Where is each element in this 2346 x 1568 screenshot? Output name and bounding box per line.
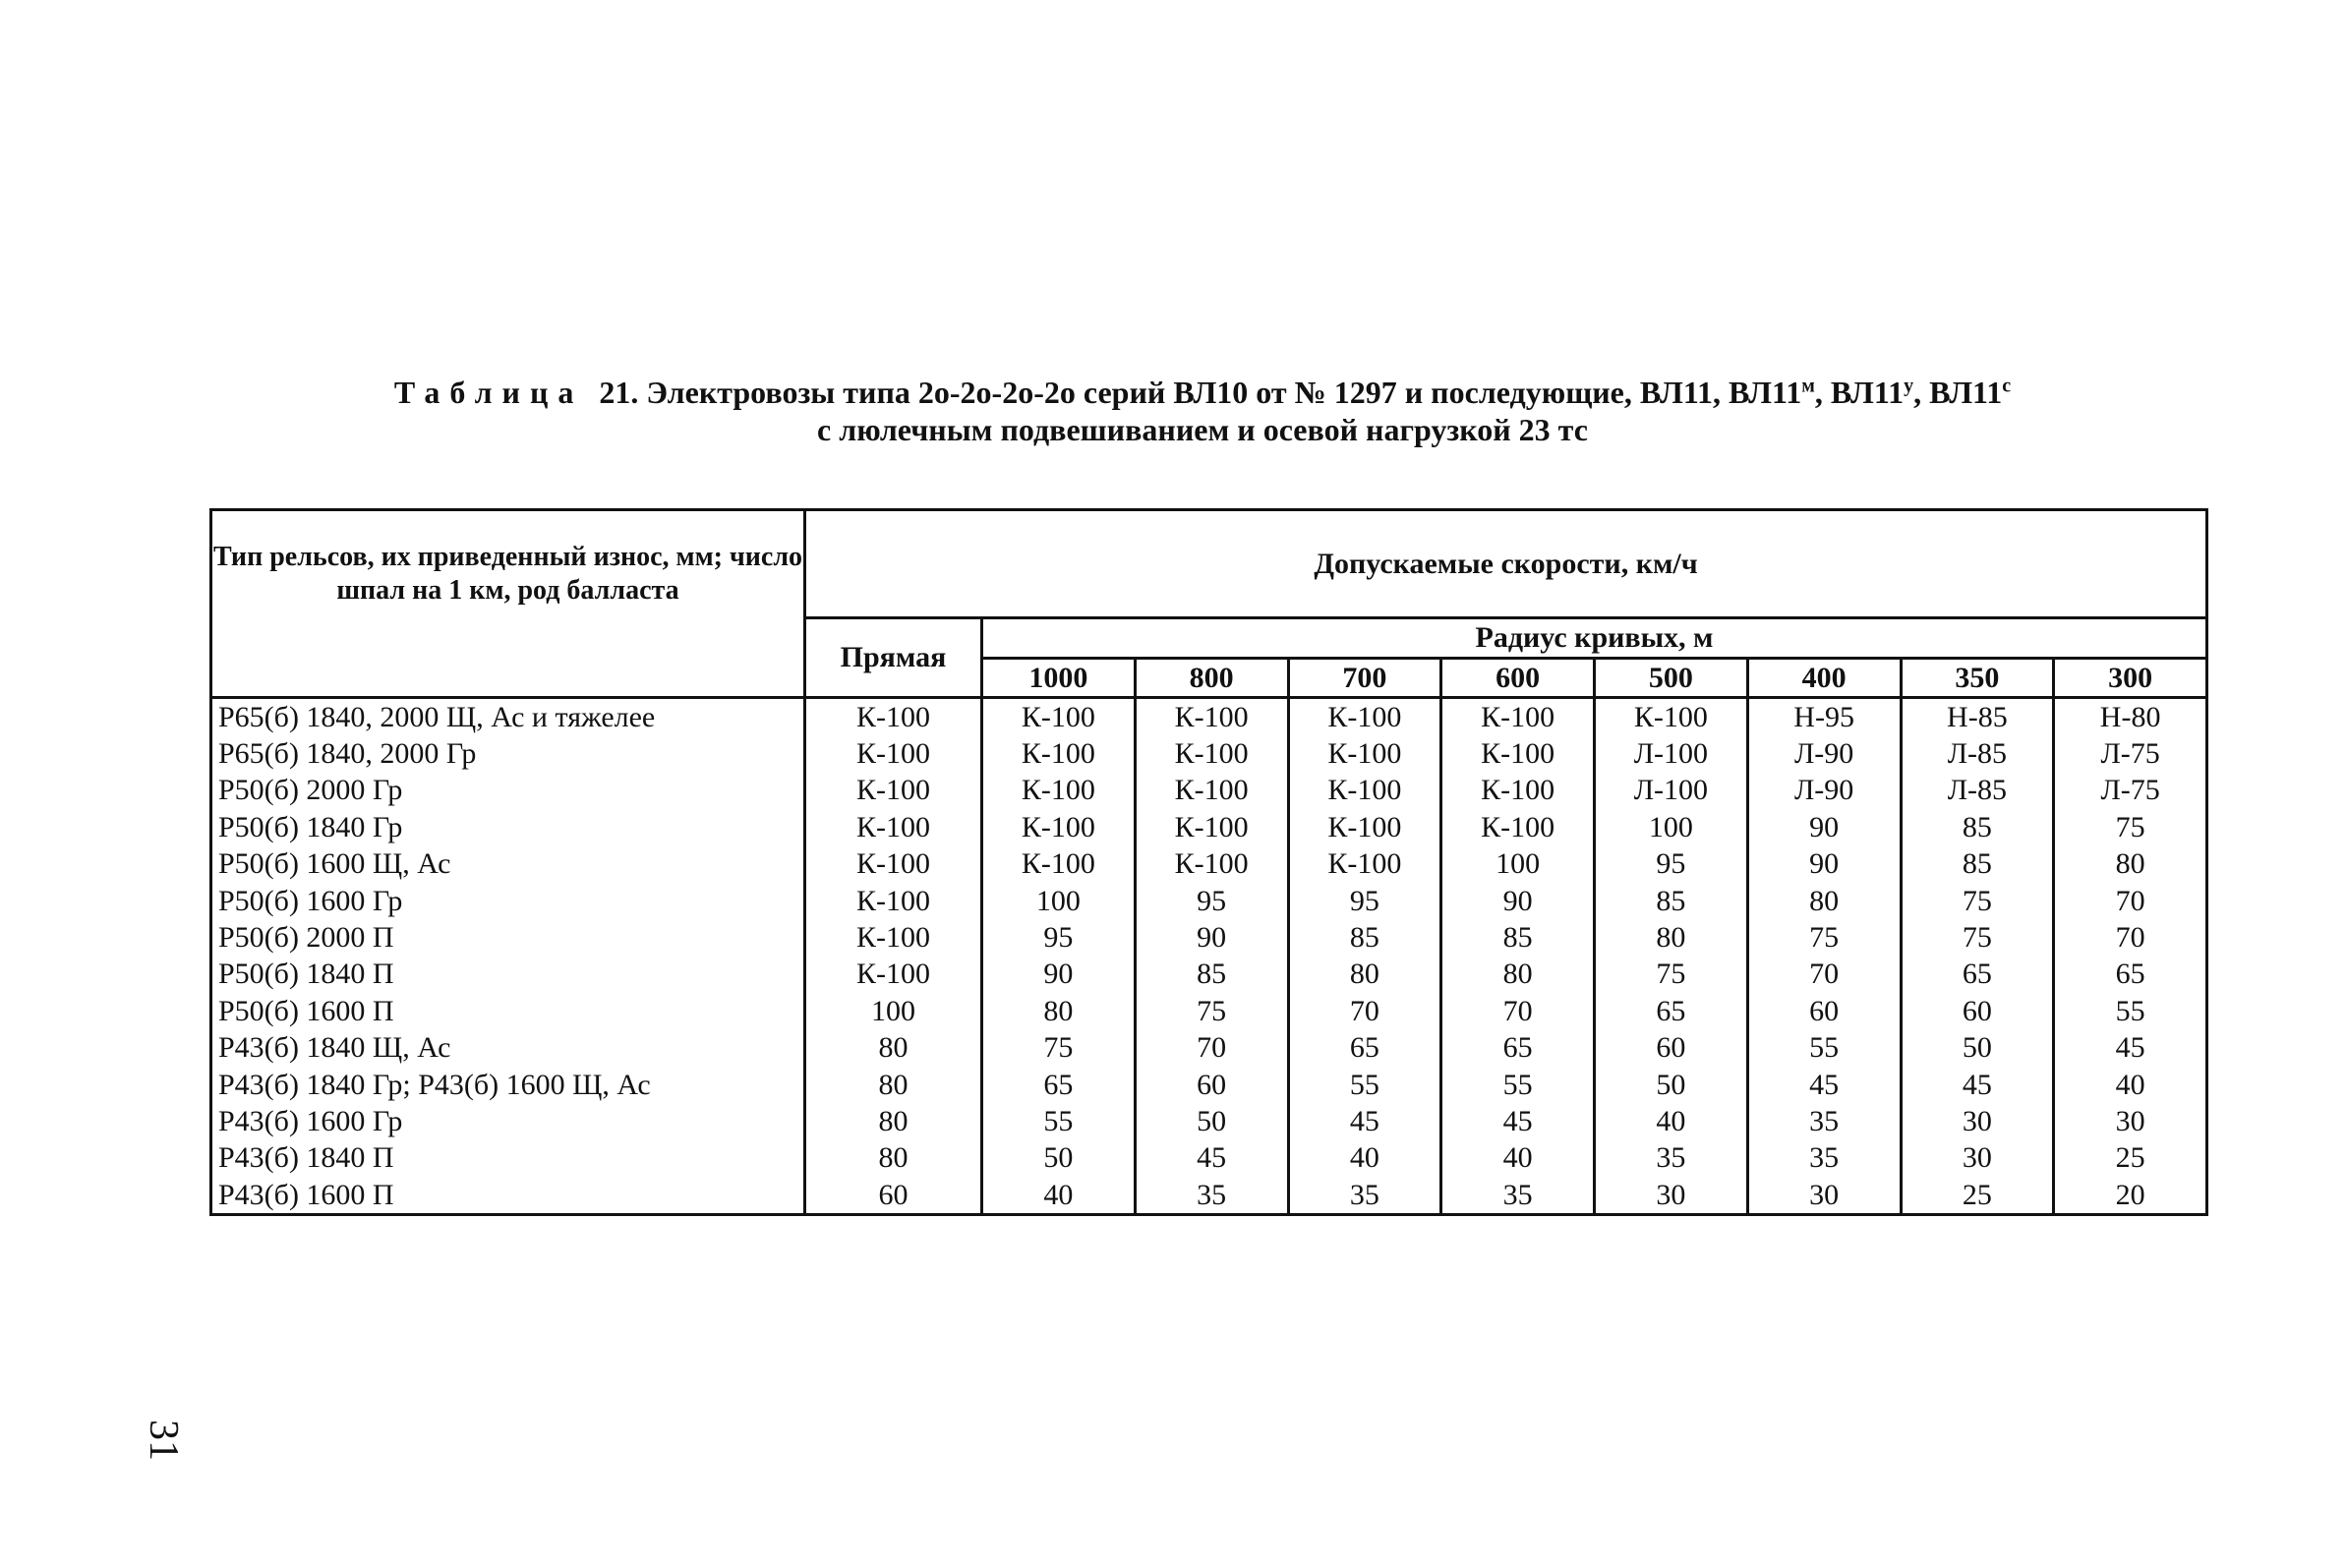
straight-speed-cell: 80 xyxy=(805,1067,982,1103)
curve-speed-cell: К-100 xyxy=(1135,846,1288,883)
curve-speed-cell: 35 xyxy=(1747,1140,1901,1177)
curve-speed-cell: К-100 xyxy=(1441,698,1595,736)
curve-speed-cell: 70 xyxy=(1747,957,1901,993)
caption-sup-m: м xyxy=(1801,375,1815,397)
curve-speed-cell: 60 xyxy=(1595,1030,1748,1067)
curve-speed-cell: К-100 xyxy=(1288,735,1441,772)
curve-speed-cell: 90 xyxy=(982,957,1136,993)
curve-speed-cell: 65 xyxy=(1288,1030,1441,1067)
curve-speed-cell: Л-85 xyxy=(1901,773,2054,809)
curve-speed-cell: 40 xyxy=(1441,1140,1595,1177)
curve-speed-cell: 35 xyxy=(1288,1177,1441,1215)
curve-speed-cell: 30 xyxy=(1901,1140,2054,1177)
caption-line-1 xyxy=(209,374,2196,411)
radius-header: 350 xyxy=(1901,659,2054,698)
radius-header: 600 xyxy=(1441,659,1595,698)
table-row xyxy=(211,1030,2207,1067)
curve-speed-cell: 85 xyxy=(1288,919,1441,956)
curve-speed-cell: 40 xyxy=(1595,1103,1748,1139)
rail-type-cell: Р43(б) 1600 Гр xyxy=(211,1103,805,1139)
table-row xyxy=(211,773,2207,809)
radius-header: 400 xyxy=(1747,659,1901,698)
rail-type-cell: Р50(б) 1840 П xyxy=(211,957,805,993)
curve-speed-cell: 70 xyxy=(2054,883,2207,919)
curve-speed-cell: 55 xyxy=(982,1103,1136,1139)
rail-type-cell: Р50(б) 2000 П xyxy=(211,919,805,956)
curve-speed-cell: 30 xyxy=(1747,1177,1901,1215)
curve-speed-cell: 85 xyxy=(1901,846,2054,883)
curve-speed-cell: 60 xyxy=(1901,993,2054,1029)
table-row xyxy=(211,1140,2207,1177)
curve-speed-cell: 45 xyxy=(2054,1030,2207,1067)
table-row xyxy=(211,809,2207,845)
radius-header: 500 xyxy=(1595,659,1748,698)
curve-speed-cell: 70 xyxy=(1288,993,1441,1029)
rail-type-cell: Р65(б) 1840, 2000 Гр xyxy=(211,735,805,772)
curve-speed-cell: 65 xyxy=(1441,1030,1595,1067)
curve-speed-cell: 35 xyxy=(1135,1177,1288,1215)
curve-speed-cell: 45 xyxy=(1288,1103,1441,1139)
curve-speed-cell: Л-90 xyxy=(1747,735,1901,772)
radius-header: 1000 xyxy=(982,659,1136,698)
curve-speed-cell: 50 xyxy=(1901,1030,2054,1067)
curve-speed-cell: К-100 xyxy=(982,809,1136,845)
curve-speed-cell: 55 xyxy=(2054,993,2207,1029)
caption-line-2: с люлечным подвешиванием и осевой нагрузкой 23 тс xyxy=(817,412,1588,447)
curve-speed-cell: 40 xyxy=(1288,1140,1441,1177)
curve-speed-cell: 100 xyxy=(1595,809,1748,845)
curve-speed-cell: Н-95 xyxy=(1747,698,1901,736)
curve-speed-cell: 65 xyxy=(2054,957,2207,993)
curve-speed-cell: 30 xyxy=(2054,1103,2207,1139)
curve-speed-cell: Л-100 xyxy=(1595,773,1748,809)
straight-header: Прямая xyxy=(805,618,982,698)
curve-speed-cell: Л-85 xyxy=(1901,735,2054,772)
curve-radius-header: Радиус кривых, м xyxy=(982,618,2207,659)
curve-speed-cell: 75 xyxy=(1747,919,1901,956)
curve-speed-cell: 25 xyxy=(2054,1140,2207,1177)
curve-speed-cell: К-100 xyxy=(982,773,1136,809)
curve-speed-cell: 90 xyxy=(1747,846,1901,883)
page-number: 31 xyxy=(141,1420,186,1461)
curve-speed-cell: 25 xyxy=(1901,1177,2054,1215)
curve-speed-cell: К-100 xyxy=(1135,698,1288,736)
curve-speed-cell: 35 xyxy=(1595,1140,1748,1177)
curve-speed-cell: 80 xyxy=(1441,957,1595,993)
curve-speed-cell: 60 xyxy=(1135,1067,1288,1103)
curve-speed-cell: 100 xyxy=(1441,846,1595,883)
curve-speed-cell: К-100 xyxy=(1595,698,1748,736)
caption-sup-s: с xyxy=(2002,375,2012,397)
curve-speed-cell: 95 xyxy=(1288,883,1441,919)
curve-speed-cell: 75 xyxy=(2054,809,2207,845)
straight-speed-cell: К-100 xyxy=(805,883,982,919)
straight-speed-cell: К-100 xyxy=(805,809,982,845)
curve-speed-cell: К-100 xyxy=(982,698,1136,736)
straight-speed-cell: 80 xyxy=(805,1103,982,1139)
table-row xyxy=(211,883,2207,919)
caption-text: Электровозы типа 2о-2о-2о-2о серий ВЛ10 от № 1297 и последующие, ВЛ11, ВЛ11 xyxy=(646,375,1802,410)
table-row xyxy=(211,993,2207,1029)
curve-speed-cell: 100 xyxy=(982,883,1136,919)
curve-speed-cell: 35 xyxy=(1747,1103,1901,1139)
curve-speed-cell: К-100 xyxy=(1441,773,1595,809)
curve-speed-cell: Л-90 xyxy=(1747,773,1901,809)
curve-speed-cell: 80 xyxy=(1595,919,1748,956)
curve-speed-cell: 45 xyxy=(1135,1140,1288,1177)
curve-speed-cell: 55 xyxy=(1288,1067,1441,1103)
curve-speed-cell: 40 xyxy=(2054,1067,2207,1103)
straight-speed-cell: К-100 xyxy=(805,735,982,772)
straight-speed-cell: К-100 xyxy=(805,957,982,993)
curve-speed-cell: 90 xyxy=(1441,883,1595,919)
rail-type-cell: Р50(б) 1600 П xyxy=(211,993,805,1029)
caption-number: 21. xyxy=(599,375,639,410)
curve-speed-cell: 90 xyxy=(1135,919,1288,956)
curve-speed-cell: 95 xyxy=(1135,883,1288,919)
speed-table xyxy=(209,508,2208,1216)
curve-speed-cell: 80 xyxy=(2054,846,2207,883)
curve-speed-cell: 50 xyxy=(1135,1103,1288,1139)
rail-type-cell: Р50(б) 1600 Гр xyxy=(211,883,805,919)
curve-speed-cell: К-100 xyxy=(1135,773,1288,809)
curve-speed-cell: К-100 xyxy=(1135,809,1288,845)
straight-speed-cell: 100 xyxy=(805,993,982,1029)
curve-speed-cell: К-100 xyxy=(982,846,1136,883)
table-row xyxy=(211,1067,2207,1103)
curve-speed-cell: 85 xyxy=(1441,919,1595,956)
table-row xyxy=(211,1177,2207,1215)
curve-speed-cell: 30 xyxy=(1901,1103,2054,1139)
curve-speed-cell: 65 xyxy=(1901,957,2054,993)
curve-speed-cell: К-100 xyxy=(1288,773,1441,809)
straight-speed-cell: К-100 xyxy=(805,773,982,809)
straight-speed-cell: К-100 xyxy=(805,846,982,883)
curve-speed-cell: К-100 xyxy=(1135,735,1288,772)
curve-speed-cell: 40 xyxy=(982,1177,1136,1215)
curve-speed-cell: 70 xyxy=(2054,919,2207,956)
curve-speed-cell: Л-75 xyxy=(2054,735,2207,772)
straight-speed-cell: 80 xyxy=(805,1140,982,1177)
curve-speed-cell: 75 xyxy=(982,1030,1136,1067)
curve-speed-cell: 30 xyxy=(1595,1177,1748,1215)
curve-speed-cell: 75 xyxy=(1901,883,2054,919)
curve-speed-cell: 95 xyxy=(982,919,1136,956)
curve-speed-cell: 75 xyxy=(1595,957,1748,993)
curve-speed-cell: К-100 xyxy=(1288,846,1441,883)
caption-label: Таблица xyxy=(393,375,584,410)
curve-speed-cell: 35 xyxy=(1441,1177,1595,1215)
curve-speed-cell: Л-75 xyxy=(2054,773,2207,809)
rail-type-cell: Р43(б) 1840 Гр; Р43(б) 1600 Щ, Ас xyxy=(211,1067,805,1103)
curve-speed-cell: 50 xyxy=(982,1140,1136,1177)
curve-speed-cell: 90 xyxy=(1747,809,1901,845)
curve-speed-cell: 75 xyxy=(1135,993,1288,1029)
curve-speed-cell: 75 xyxy=(1901,919,2054,956)
straight-speed-cell: К-100 xyxy=(805,919,982,956)
curve-speed-cell: К-100 xyxy=(982,735,1136,772)
table-row xyxy=(211,735,2207,772)
rail-type-cell: Р50(б) 2000 Гр xyxy=(211,773,805,809)
curve-speed-cell: 85 xyxy=(1135,957,1288,993)
curve-speed-cell: 85 xyxy=(1901,809,2054,845)
curve-speed-cell: 80 xyxy=(1747,883,1901,919)
curve-speed-cell: 65 xyxy=(982,1067,1136,1103)
curve-speed-cell: 85 xyxy=(1595,883,1748,919)
curve-speed-cell: 70 xyxy=(1135,1030,1288,1067)
curve-speed-cell: 70 xyxy=(1441,993,1595,1029)
curve-speed-cell: 20 xyxy=(2054,1177,2207,1215)
curve-speed-cell: 80 xyxy=(1288,957,1441,993)
rail-type-cell: Р65(б) 1840, 2000 Щ, Ас и тяжелее xyxy=(211,698,805,736)
straight-speed-cell: К-100 xyxy=(805,698,982,736)
curve-speed-cell: Л-100 xyxy=(1595,735,1748,772)
rail-type-header: Тип рельсов, их приведенный износ, мм; число шпал на 1 км, род балласта xyxy=(211,510,805,698)
curve-speed-cell: 55 xyxy=(1441,1067,1595,1103)
curve-speed-cell: 65 xyxy=(1595,993,1748,1029)
rail-type-cell: Р50(б) 1840 Гр xyxy=(211,809,805,845)
table-row xyxy=(211,846,2207,883)
curve-speed-cell: 80 xyxy=(982,993,1136,1029)
curve-speed-cell: 60 xyxy=(1747,993,1901,1029)
curve-speed-cell: Н-80 xyxy=(2054,698,2207,736)
curve-speed-cell: Н-85 xyxy=(1901,698,2054,736)
radius-header: 300 xyxy=(2054,659,2207,698)
curve-speed-cell: 45 xyxy=(1441,1103,1595,1139)
curve-speed-cell: К-100 xyxy=(1441,735,1595,772)
rail-type-cell: Р43(б) 1600 П xyxy=(211,1177,805,1215)
caption-sep-2: , ВЛ11 xyxy=(1913,375,2003,410)
rail-type-cell: Р43(б) 1840 П xyxy=(211,1140,805,1177)
curve-speed-cell: К-100 xyxy=(1288,698,1441,736)
curve-speed-cell: К-100 xyxy=(1441,809,1595,845)
radius-header: 700 xyxy=(1288,659,1441,698)
curve-speed-cell: К-100 xyxy=(1288,809,1441,845)
straight-speed-cell: 60 xyxy=(805,1177,982,1215)
caption-sup-u: у xyxy=(1904,375,1914,397)
rail-type-cell: Р50(б) 1600 Щ, Ас xyxy=(211,846,805,883)
allowed-speed-header: Допускаемые скорости, км/ч xyxy=(805,510,2207,618)
table-row xyxy=(211,919,2207,956)
curve-speed-cell: 45 xyxy=(1747,1067,1901,1103)
table-row xyxy=(211,957,2207,993)
radius-header: 800 xyxy=(1135,659,1288,698)
curve-speed-cell: 50 xyxy=(1595,1067,1748,1103)
rail-type-cell: Р43(б) 1840 Щ, Ас xyxy=(211,1030,805,1067)
curve-speed-cell: 45 xyxy=(1901,1067,2054,1103)
curve-speed-cell: 95 xyxy=(1595,846,1748,883)
straight-speed-cell: 80 xyxy=(805,1030,982,1067)
curve-speed-cell: 55 xyxy=(1747,1030,1901,1067)
table-row xyxy=(211,1103,2207,1139)
caption-sep-1: , ВЛ11 xyxy=(1814,375,1905,410)
table-row xyxy=(211,698,2207,736)
table-caption xyxy=(209,374,2196,448)
